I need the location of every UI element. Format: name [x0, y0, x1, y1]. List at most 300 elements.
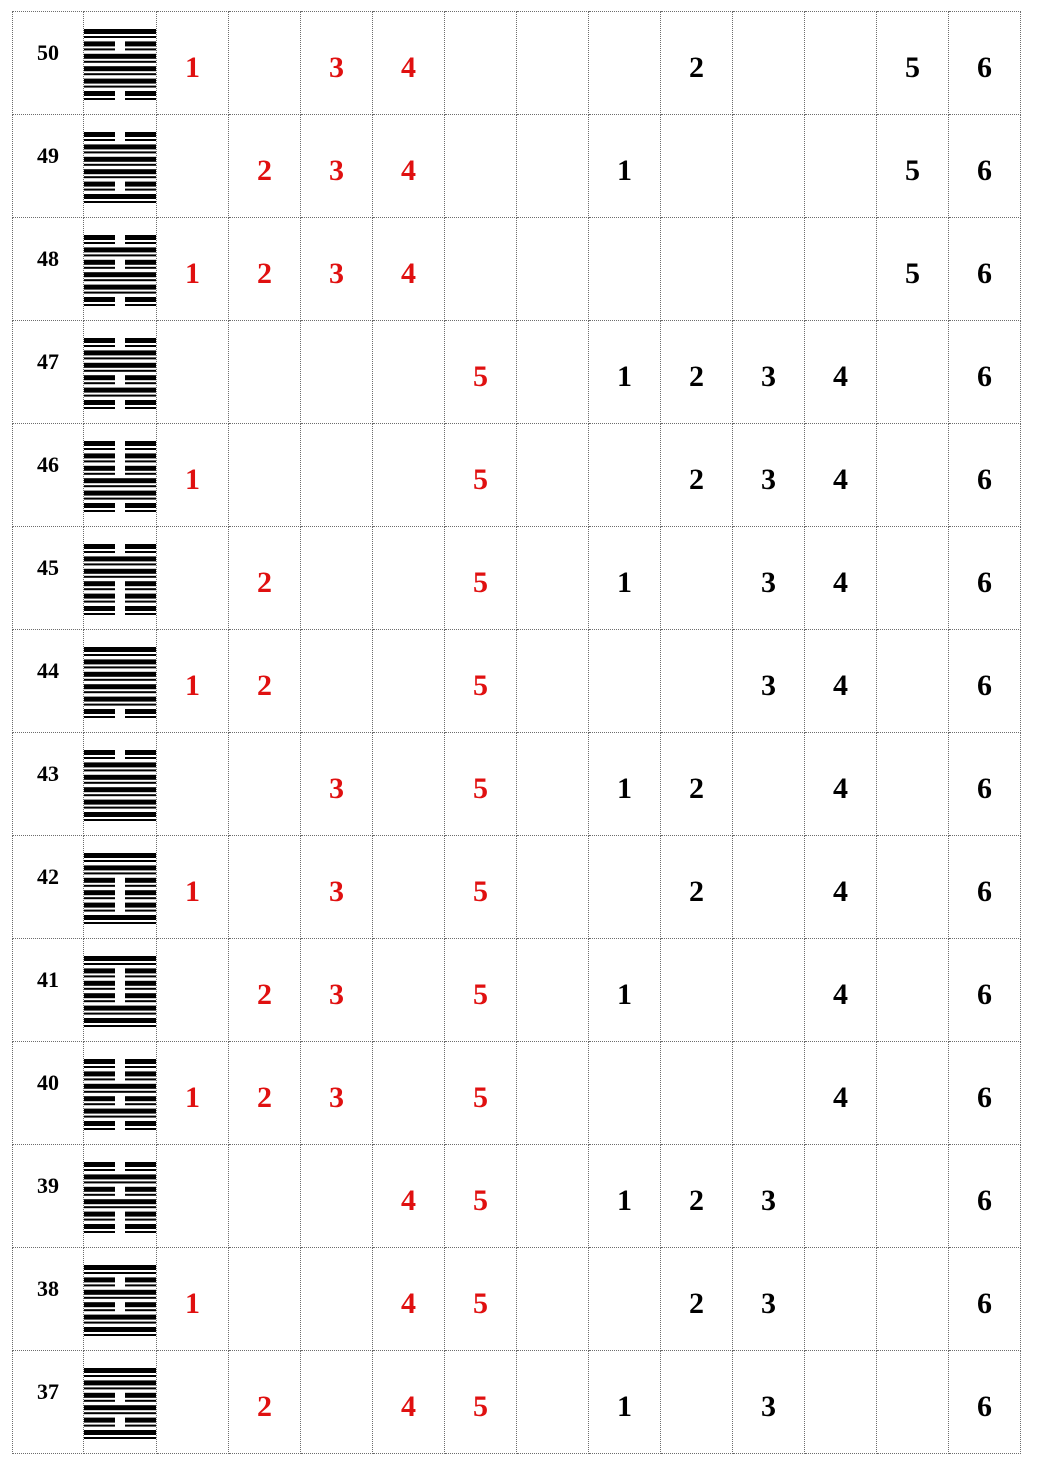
yang-line [84, 819, 156, 821]
yin-line [84, 407, 115, 409]
yin-line [125, 1302, 156, 1307]
value-cell [373, 218, 445, 321]
yin-line [125, 235, 156, 240]
value-cell [157, 1351, 229, 1454]
value-cell [805, 424, 877, 527]
yin-line [125, 345, 156, 347]
yin-line [84, 460, 115, 462]
yang-line [84, 86, 156, 88]
yin-line [84, 182, 115, 187]
yin-line [84, 885, 115, 887]
red-line-number: 3 [329, 51, 344, 84]
value-cell [301, 424, 373, 527]
yin-line [84, 601, 115, 603]
hexagram-icon-cell [84, 1248, 157, 1351]
yin-line [125, 1224, 156, 1229]
yang-line [84, 1084, 156, 1089]
hexagram-table [12, 11, 1021, 1454]
value-cell [373, 12, 445, 115]
value-cell [373, 115, 445, 218]
yin-line [84, 139, 115, 141]
value-cell [733, 836, 805, 939]
value-cell [445, 1248, 517, 1351]
black-line-number: 4 [833, 360, 848, 393]
yin-line [125, 132, 156, 137]
hexagram-number: 45 [37, 555, 59, 580]
hexagram-icon-cell [84, 527, 157, 630]
yin-line [84, 98, 115, 100]
red-line-number: 2 [257, 257, 272, 290]
yin-line [84, 1187, 115, 1192]
table-row [13, 424, 1021, 527]
value-cell [733, 424, 805, 527]
hexagram-number-cell [13, 1351, 84, 1454]
yin-line [125, 1219, 156, 1221]
yang-line [84, 1405, 156, 1410]
yang-line [84, 860, 156, 862]
yang-line [84, 478, 156, 483]
yin-line [84, 1128, 115, 1130]
yin-line [84, 1224, 115, 1229]
yin-line [84, 41, 115, 46]
black-line-number: 2 [689, 772, 704, 805]
yin-line [125, 139, 156, 141]
black-line-number: 6 [977, 772, 992, 805]
value-cell [445, 115, 517, 218]
yin-line [84, 757, 115, 759]
table-row [13, 1145, 1021, 1248]
value-cell [589, 1042, 661, 1145]
hexagram-number-cell [13, 836, 84, 939]
value-cell [517, 527, 589, 630]
yin-line [84, 375, 115, 380]
hexagram-37-icon [84, 1366, 156, 1440]
yang-line [84, 164, 156, 166]
yang-line [84, 157, 156, 162]
yang-line [84, 1018, 156, 1023]
value-cell [661, 12, 733, 115]
red-line-number: 3 [329, 257, 344, 290]
value-cell [805, 115, 877, 218]
yin-line [125, 91, 156, 96]
hexagram-number-cell [13, 424, 84, 527]
yin-line [125, 975, 156, 977]
black-line-number: 4 [833, 566, 848, 599]
yang-line [84, 1334, 156, 1336]
value-cell [445, 939, 517, 1042]
hexagram-number: 47 [37, 349, 59, 374]
red-line-number: 2 [257, 566, 272, 599]
hexagram-table-body [13, 12, 1021, 1454]
yin-line [125, 1187, 156, 1192]
yin-line [84, 382, 115, 384]
yin-line [84, 510, 115, 512]
black-line-number: 6 [977, 360, 992, 393]
value-cell [157, 12, 229, 115]
table-row [13, 527, 1021, 630]
yin-line [125, 1121, 156, 1126]
black-line-number: 6 [977, 566, 992, 599]
hexagram-number-cell [13, 527, 84, 630]
yang-line [84, 1272, 156, 1274]
hexagram-number-cell [13, 1042, 84, 1145]
yin-line [84, 304, 115, 306]
hexagram-38-icon [84, 1263, 156, 1337]
value-cell [229, 527, 301, 630]
yang-line [84, 73, 156, 75]
hexagram-number-cell [13, 630, 84, 733]
value-cell [589, 836, 661, 939]
hexagram-icon-cell [84, 733, 157, 836]
value-cell [445, 1145, 517, 1248]
yang-line [84, 292, 156, 294]
value-cell [229, 218, 301, 321]
hexagram-icon-cell [84, 424, 157, 527]
yang-line [84, 61, 156, 63]
yin-line [125, 1162, 156, 1167]
hexagram-icon-cell [84, 218, 157, 321]
red-line-number: 2 [257, 154, 272, 187]
red-line-number: 4 [401, 154, 416, 187]
black-line-number: 6 [977, 154, 992, 187]
value-cell [445, 630, 517, 733]
yang-line [84, 1430, 156, 1435]
value-cell [589, 527, 661, 630]
yin-line [84, 1309, 115, 1311]
yin-line [84, 267, 115, 269]
value-cell [157, 939, 229, 1042]
value-cell [373, 1042, 445, 1145]
value-cell [157, 733, 229, 836]
yin-line [125, 1059, 156, 1064]
value-cell [877, 630, 949, 733]
red-line-number: 4 [401, 1390, 416, 1423]
yin-line [84, 1071, 115, 1076]
yin-line [84, 910, 115, 912]
red-line-number: 3 [329, 154, 344, 187]
yang-line [84, 576, 156, 578]
yang-line [84, 1265, 156, 1270]
value-cell [301, 1042, 373, 1145]
value-cell [301, 733, 373, 836]
hexagram-47-icon [84, 336, 156, 410]
yin-line [125, 594, 156, 599]
red-line-number: 4 [401, 257, 416, 290]
yang-line [84, 151, 156, 153]
value-cell [805, 321, 877, 424]
red-line-number: 2 [257, 978, 272, 1011]
black-line-number: 1 [617, 360, 632, 393]
hexagram-icon-cell [84, 939, 157, 1042]
value-cell [589, 321, 661, 424]
yang-line [84, 1315, 156, 1320]
yang-line [84, 672, 156, 677]
red-line-number: 4 [401, 51, 416, 84]
value-cell [157, 836, 229, 939]
hexagram-number: 50 [37, 40, 59, 65]
black-line-number: 5 [905, 51, 920, 84]
yin-line [125, 1231, 156, 1233]
yin-line [125, 338, 156, 343]
yin-line [84, 897, 115, 899]
yang-line [84, 812, 156, 817]
yin-line [125, 1169, 156, 1171]
yin-line [84, 1103, 115, 1105]
black-line-number: 3 [761, 1287, 776, 1320]
value-cell [301, 1351, 373, 1454]
yin-line [84, 1162, 115, 1167]
value-cell [661, 1145, 733, 1248]
hexagram-44-icon [84, 645, 156, 719]
value-cell [877, 1145, 949, 1248]
yang-line [84, 1368, 156, 1373]
yin-line [84, 709, 115, 714]
black-line-number: 3 [761, 1390, 776, 1423]
yin-line [84, 968, 115, 973]
black-line-number: 6 [977, 1081, 992, 1114]
yin-line [84, 297, 115, 302]
yin-line [125, 260, 156, 265]
yin-line [125, 885, 156, 887]
value-cell [301, 527, 373, 630]
black-line-number: 4 [833, 772, 848, 805]
yin-line [84, 242, 115, 244]
yin-line [84, 581, 115, 586]
yin-line [125, 981, 156, 986]
yang-line [84, 279, 156, 281]
yin-line [84, 981, 115, 986]
value-cell [661, 1351, 733, 1454]
yin-line [125, 1066, 156, 1068]
value-cell [949, 1248, 1021, 1351]
yang-line [84, 370, 156, 372]
yang-line [84, 1412, 156, 1414]
yang-line [84, 865, 156, 870]
yang-line [84, 1387, 156, 1389]
hexagram-number: 44 [37, 658, 59, 683]
value-cell [373, 1248, 445, 1351]
yin-line [125, 466, 156, 471]
value-cell [877, 218, 949, 321]
yang-line [84, 684, 156, 689]
hexagram-icon-cell [84, 321, 157, 424]
value-cell [733, 12, 805, 115]
value-cell [229, 939, 301, 1042]
yin-line [125, 473, 156, 475]
value-cell [589, 630, 661, 733]
yang-line [84, 1290, 156, 1295]
table-row [13, 218, 1021, 321]
yang-line [84, 647, 156, 652]
yang-line [84, 1437, 156, 1439]
yin-line [125, 613, 156, 615]
yang-line [84, 1199, 156, 1204]
hexagram-45-icon [84, 542, 156, 616]
value-cell [157, 1145, 229, 1248]
yin-line [84, 588, 115, 590]
black-line-number: 6 [977, 875, 992, 908]
black-line-number: 4 [833, 1081, 848, 1114]
black-line-number: 2 [689, 463, 704, 496]
yin-line [125, 1418, 156, 1423]
value-cell [517, 1351, 589, 1454]
value-cell [949, 218, 1021, 321]
yang-line [84, 36, 156, 38]
yin-line [125, 460, 156, 462]
yin-line [84, 48, 115, 50]
yang-line [84, 1375, 156, 1377]
table-row [13, 115, 1021, 218]
hexagram-number: 41 [37, 967, 59, 992]
yin-line [125, 382, 156, 384]
yin-line [125, 709, 156, 714]
yin-line [84, 1121, 115, 1126]
yin-line [125, 1425, 156, 1427]
value-cell [733, 115, 805, 218]
red-line-number: 1 [185, 875, 200, 908]
yang-line [84, 1174, 156, 1179]
yang-line [84, 363, 156, 368]
red-line-number: 5 [473, 1081, 488, 1114]
value-cell [517, 321, 589, 424]
yin-line [125, 48, 156, 50]
yin-line [84, 1393, 115, 1398]
yin-line [125, 993, 156, 998]
yin-line [84, 544, 115, 549]
value-cell [301, 1248, 373, 1351]
value-cell [445, 836, 517, 939]
yin-line [84, 1212, 115, 1217]
value-cell [805, 733, 877, 836]
yin-line [84, 551, 115, 553]
yin-line [125, 757, 156, 759]
yang-line [84, 679, 156, 681]
table-row [13, 1042, 1021, 1145]
yang-line [84, 556, 156, 561]
yang-line [84, 1025, 156, 1027]
yin-line [84, 1302, 115, 1307]
value-cell [661, 218, 733, 321]
yin-line [125, 1078, 156, 1080]
value-cell [229, 1248, 301, 1351]
yin-line [125, 400, 156, 405]
yin-line [125, 601, 156, 603]
yin-line [125, 453, 156, 458]
yin-line [125, 1103, 156, 1105]
hexagram-41-icon [84, 954, 156, 1028]
yin-line [84, 1078, 115, 1080]
value-cell [445, 1042, 517, 1145]
yin-line [125, 1400, 156, 1402]
yin-line [84, 91, 115, 96]
value-cell [229, 733, 301, 836]
red-line-number: 4 [401, 1184, 416, 1217]
black-line-number: 5 [905, 154, 920, 187]
black-line-number: 6 [977, 463, 992, 496]
value-cell [661, 1042, 733, 1145]
value-cell [229, 836, 301, 939]
hexagram-number-cell [13, 115, 84, 218]
value-cell [877, 115, 949, 218]
black-line-number: 6 [977, 257, 992, 290]
value-cell [517, 12, 589, 115]
value-cell [589, 12, 661, 115]
table-row [13, 733, 1021, 836]
yin-line [125, 503, 156, 508]
value-cell [949, 321, 1021, 424]
value-cell [589, 115, 661, 218]
yin-line [84, 878, 115, 883]
table-row [13, 321, 1021, 424]
red-line-number: 3 [329, 875, 344, 908]
value-cell [517, 115, 589, 218]
red-line-number: 5 [473, 360, 488, 393]
yang-line [84, 254, 156, 256]
yin-line [84, 1096, 115, 1101]
yin-line [125, 1128, 156, 1130]
value-cell [229, 321, 301, 424]
value-cell [517, 424, 589, 527]
value-cell [301, 1145, 373, 1248]
black-line-number: 1 [617, 566, 632, 599]
value-cell [373, 321, 445, 424]
yin-line [125, 441, 156, 446]
yang-line [84, 176, 156, 178]
table-row [13, 1351, 1021, 1454]
value-cell [157, 115, 229, 218]
hexagram-icon-cell [84, 630, 157, 733]
hexagram-39-icon [84, 1160, 156, 1234]
value-cell [661, 527, 733, 630]
yang-line [84, 1206, 156, 1208]
red-line-number: 1 [185, 1081, 200, 1114]
yin-line [84, 338, 115, 343]
yang-line [84, 956, 156, 961]
hexagram-number-cell [13, 12, 84, 115]
black-line-number: 2 [689, 1287, 704, 1320]
value-cell [445, 12, 517, 115]
red-line-number: 1 [185, 257, 200, 290]
value-cell [589, 1351, 661, 1454]
value-cell [373, 1145, 445, 1248]
red-line-number: 5 [473, 772, 488, 805]
yang-line [84, 1109, 156, 1114]
hexagram-number: 42 [37, 864, 59, 889]
value-cell [517, 836, 589, 939]
yang-line [84, 491, 156, 496]
value-cell [733, 321, 805, 424]
yang-line [84, 79, 156, 84]
yin-line [84, 606, 115, 611]
red-line-number: 5 [473, 875, 488, 908]
yin-line [84, 503, 115, 508]
value-cell [517, 218, 589, 321]
hexagram-number: 49 [37, 143, 59, 168]
yang-line [84, 769, 156, 771]
black-line-number: 1 [617, 154, 632, 187]
yin-line [84, 975, 115, 977]
yin-line [84, 1219, 115, 1221]
yin-line [84, 189, 115, 191]
value-cell [733, 733, 805, 836]
yang-line [84, 691, 156, 693]
yang-line [84, 350, 156, 355]
table-row [13, 1248, 1021, 1351]
yang-line [84, 388, 156, 393]
yang-line [84, 485, 156, 487]
yang-line [84, 498, 156, 500]
yang-line [84, 1327, 156, 1332]
